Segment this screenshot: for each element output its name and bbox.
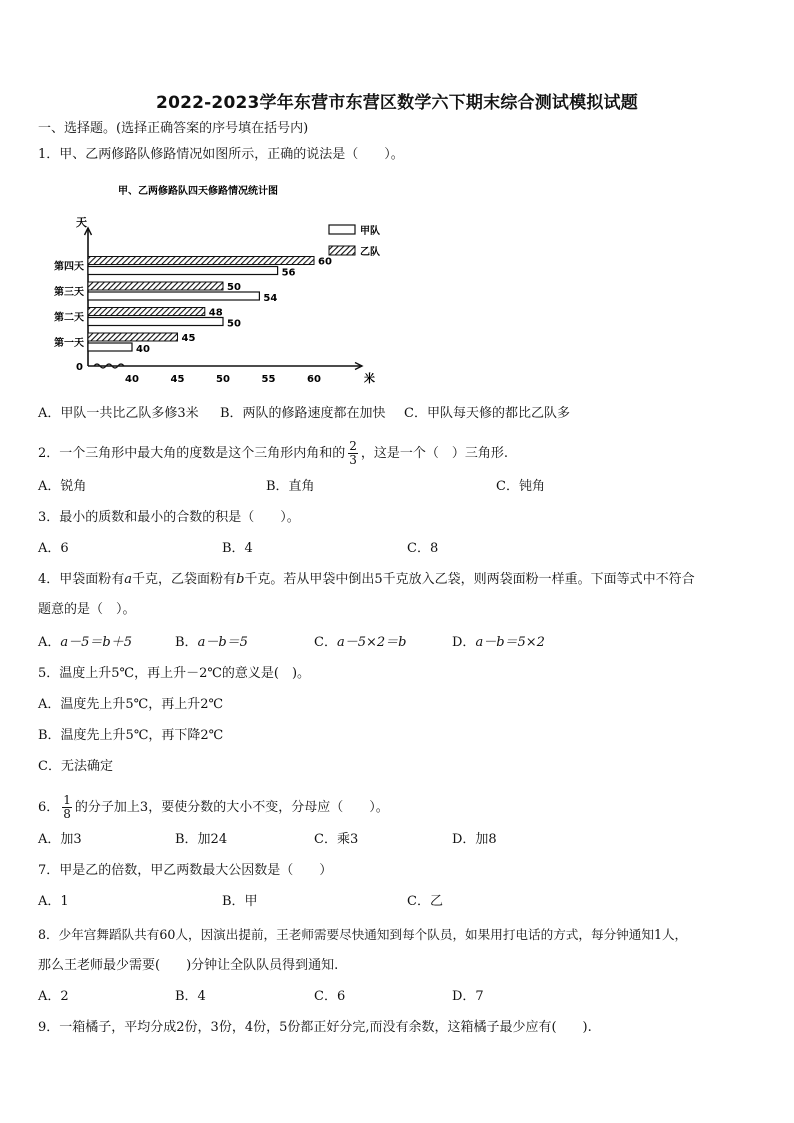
q4-text-b: 千克，乙袋面粉有: [132, 572, 237, 587]
question-7-stem: 7．甲是乙的倍数，甲乙两数最大公因数是（ ）: [38, 863, 333, 878]
q7-option-a[interactable]: A．1: [38, 894, 69, 909]
y-axis-label: 天: [76, 216, 87, 229]
q4-text-c: 千克。若从甲袋中倒出5千克放入乙袋，则两袋面粉一样重。下面等式中不符合: [244, 572, 695, 587]
q4-var-a: a: [124, 572, 133, 587]
q6-frac-denominator: 8: [63, 807, 71, 821]
legend-label-yi: 乙队: [360, 247, 380, 258]
x-tick-label: 40: [125, 374, 139, 385]
chart-title: 甲、乙两修路队四天修路情况统计图: [118, 186, 278, 197]
q7-option-b[interactable]: B．甲: [222, 894, 258, 909]
q4-option-c[interactable]: [314, 634, 406, 652]
bar-yi: [88, 308, 205, 316]
q2-option-b[interactable]: B．直角: [266, 479, 315, 494]
q7-option-c[interactable]: C．乙: [407, 894, 443, 909]
category-label: 第三天: [54, 287, 84, 298]
q4-text-a: 4．甲袋面粉有: [38, 572, 125, 587]
q2-text-before: 2．一个三角形中最大角的度数是这个三角形内角和的: [38, 446, 346, 461]
question-8-line-2: 那么王老师最少需要( )分钟让全队队员得到通知.: [38, 958, 339, 973]
question-4-line-2: 题意的是（ ）。: [38, 602, 136, 617]
data-label-yi: 50: [227, 282, 241, 293]
q1-option-b[interactable]: B．两队的修路速度都在加快: [220, 406, 386, 421]
bar-yi: [88, 333, 178, 341]
question-9-stem: 9．一箱橘子，平均分成2份，3份，4份，5份都正好分完,而没有余数，这箱橘子最少应有( ).: [38, 1020, 592, 1035]
question-2-stem: [38, 440, 508, 467]
q2-fraction: [348, 440, 358, 467]
question-4-line-1: [38, 571, 695, 589]
data-label-yi: 60: [318, 256, 332, 268]
x-tick-label: 55: [261, 374, 276, 385]
data-label-jia: 40: [136, 344, 150, 355]
bar-jia: [88, 343, 132, 351]
section-heading: 一、选择题。(选择正确答案的序号填在括号内): [38, 121, 309, 136]
bar-jia: [88, 267, 278, 275]
q5-option-b[interactable]: B．温度先上升5℃，再下降2℃: [38, 728, 224, 743]
q6-text-after: 的分子加上3，要使分数的大小不变，分母应（ ）。: [74, 800, 389, 815]
q4-option-d-label: D．: [452, 635, 476, 650]
question-8-line-1: 8．少年宫舞蹈队共有60人，因演出提前，王老师需要尽快通知到每个队员，如果用打电话的方式，每分钟通知1人，: [38, 927, 688, 942]
q4-option-d[interactable]: [452, 634, 545, 652]
data-label-jia: 50: [227, 318, 241, 330]
q4-var-b: b: [236, 572, 245, 587]
category-label: 第四天: [54, 261, 84, 273]
origin-label: 0: [76, 362, 83, 373]
x-tick-label: 45: [170, 374, 185, 385]
question-5-stem: 5．温度上升5℃，再上升－2℃的意义是( )。: [38, 666, 311, 681]
x-axis-label: 米: [364, 372, 375, 385]
q2-text-after: ，这是一个（ ）三角形.: [360, 446, 509, 461]
x-tick-label: 50: [216, 374, 230, 385]
q6-prefix: 6．: [38, 800, 60, 815]
q3-option-b[interactable]: B．4: [222, 541, 253, 556]
q6-frac-numerator: 1: [63, 793, 71, 807]
q4-option-c-label: C．: [314, 635, 337, 650]
category-label: 第二天: [54, 312, 84, 324]
q2-frac-numerator: 2: [349, 439, 357, 453]
q1-option-a[interactable]: A．甲队一共比乙队多修3米: [38, 406, 199, 421]
q8-option-d[interactable]: D．7: [452, 989, 484, 1004]
q8-option-b[interactable]: B．4: [175, 989, 206, 1004]
q8-option-c[interactable]: C．6: [314, 989, 346, 1004]
page-title: 2022-2023学年东营市东营区数学六下期末综合测试模拟试题: [156, 93, 638, 113]
q4-option-d-expr: a－b＝5×2: [475, 635, 545, 650]
q6-fraction: [62, 794, 72, 821]
q4-option-a-label: A．: [38, 635, 61, 650]
bar-jia: [88, 292, 259, 300]
legend-label-jia: 甲队: [360, 226, 380, 237]
q4-option-b-expr: a－b＝5: [197, 635, 248, 650]
q8-option-a[interactable]: A．2: [38, 989, 69, 1004]
legend-swatch-jia: [329, 225, 355, 234]
q1-option-c[interactable]: C．甲队每天修的都比乙队多: [404, 406, 570, 421]
q5-option-a[interactable]: A．温度先上升5℃，再上升2℃: [38, 697, 224, 712]
q3-option-c[interactable]: C．8: [407, 541, 439, 556]
bar-yi: [88, 257, 314, 265]
q4-option-a[interactable]: [38, 634, 132, 652]
q4-option-c-expr: a－5×2＝b: [336, 635, 407, 650]
data-label-yi: 48: [208, 307, 223, 319]
q2-option-c[interactable]: C．钝角: [496, 479, 545, 494]
q5-option-c[interactable]: C．无法确定: [38, 759, 113, 774]
x-tick-label: 60: [307, 374, 321, 385]
bar-yi: [88, 282, 223, 290]
chart-legend: [329, 224, 380, 258]
q2-frac-denominator: 3: [349, 453, 357, 467]
q4-option-b[interactable]: [175, 634, 248, 652]
question-6-stem: [38, 794, 389, 821]
legend-swatch-yi: [329, 246, 355, 255]
q6-option-a[interactable]: A．加3: [38, 832, 82, 847]
q6-option-c[interactable]: C．乘3: [314, 832, 359, 847]
q2-option-a[interactable]: A．锐角: [38, 479, 87, 494]
q4-option-b-label: B．: [175, 635, 198, 650]
q3-option-a[interactable]: A．6: [38, 541, 69, 556]
road-repair-bar-chart: [36, 180, 396, 392]
question-1-stem: 1．甲、乙两修路队修路情况如图所示，正确的说法是（ ）。: [38, 147, 404, 162]
q6-option-b[interactable]: B．加24: [175, 832, 228, 847]
data-label-yi: 45: [181, 333, 196, 344]
q4-option-a-expr: a－5＝b＋5: [60, 635, 133, 650]
category-label: 第一天: [54, 338, 84, 349]
data-label-jia: 54: [263, 293, 278, 304]
bar-jia: [88, 318, 223, 326]
q6-option-d[interactable]: D．加8: [452, 832, 497, 847]
data-label-jia: 56: [281, 267, 296, 279]
question-3-stem: 3．最小的质数和最小的合数的积是（ ）。: [38, 510, 300, 525]
chart-bars: [88, 257, 314, 352]
